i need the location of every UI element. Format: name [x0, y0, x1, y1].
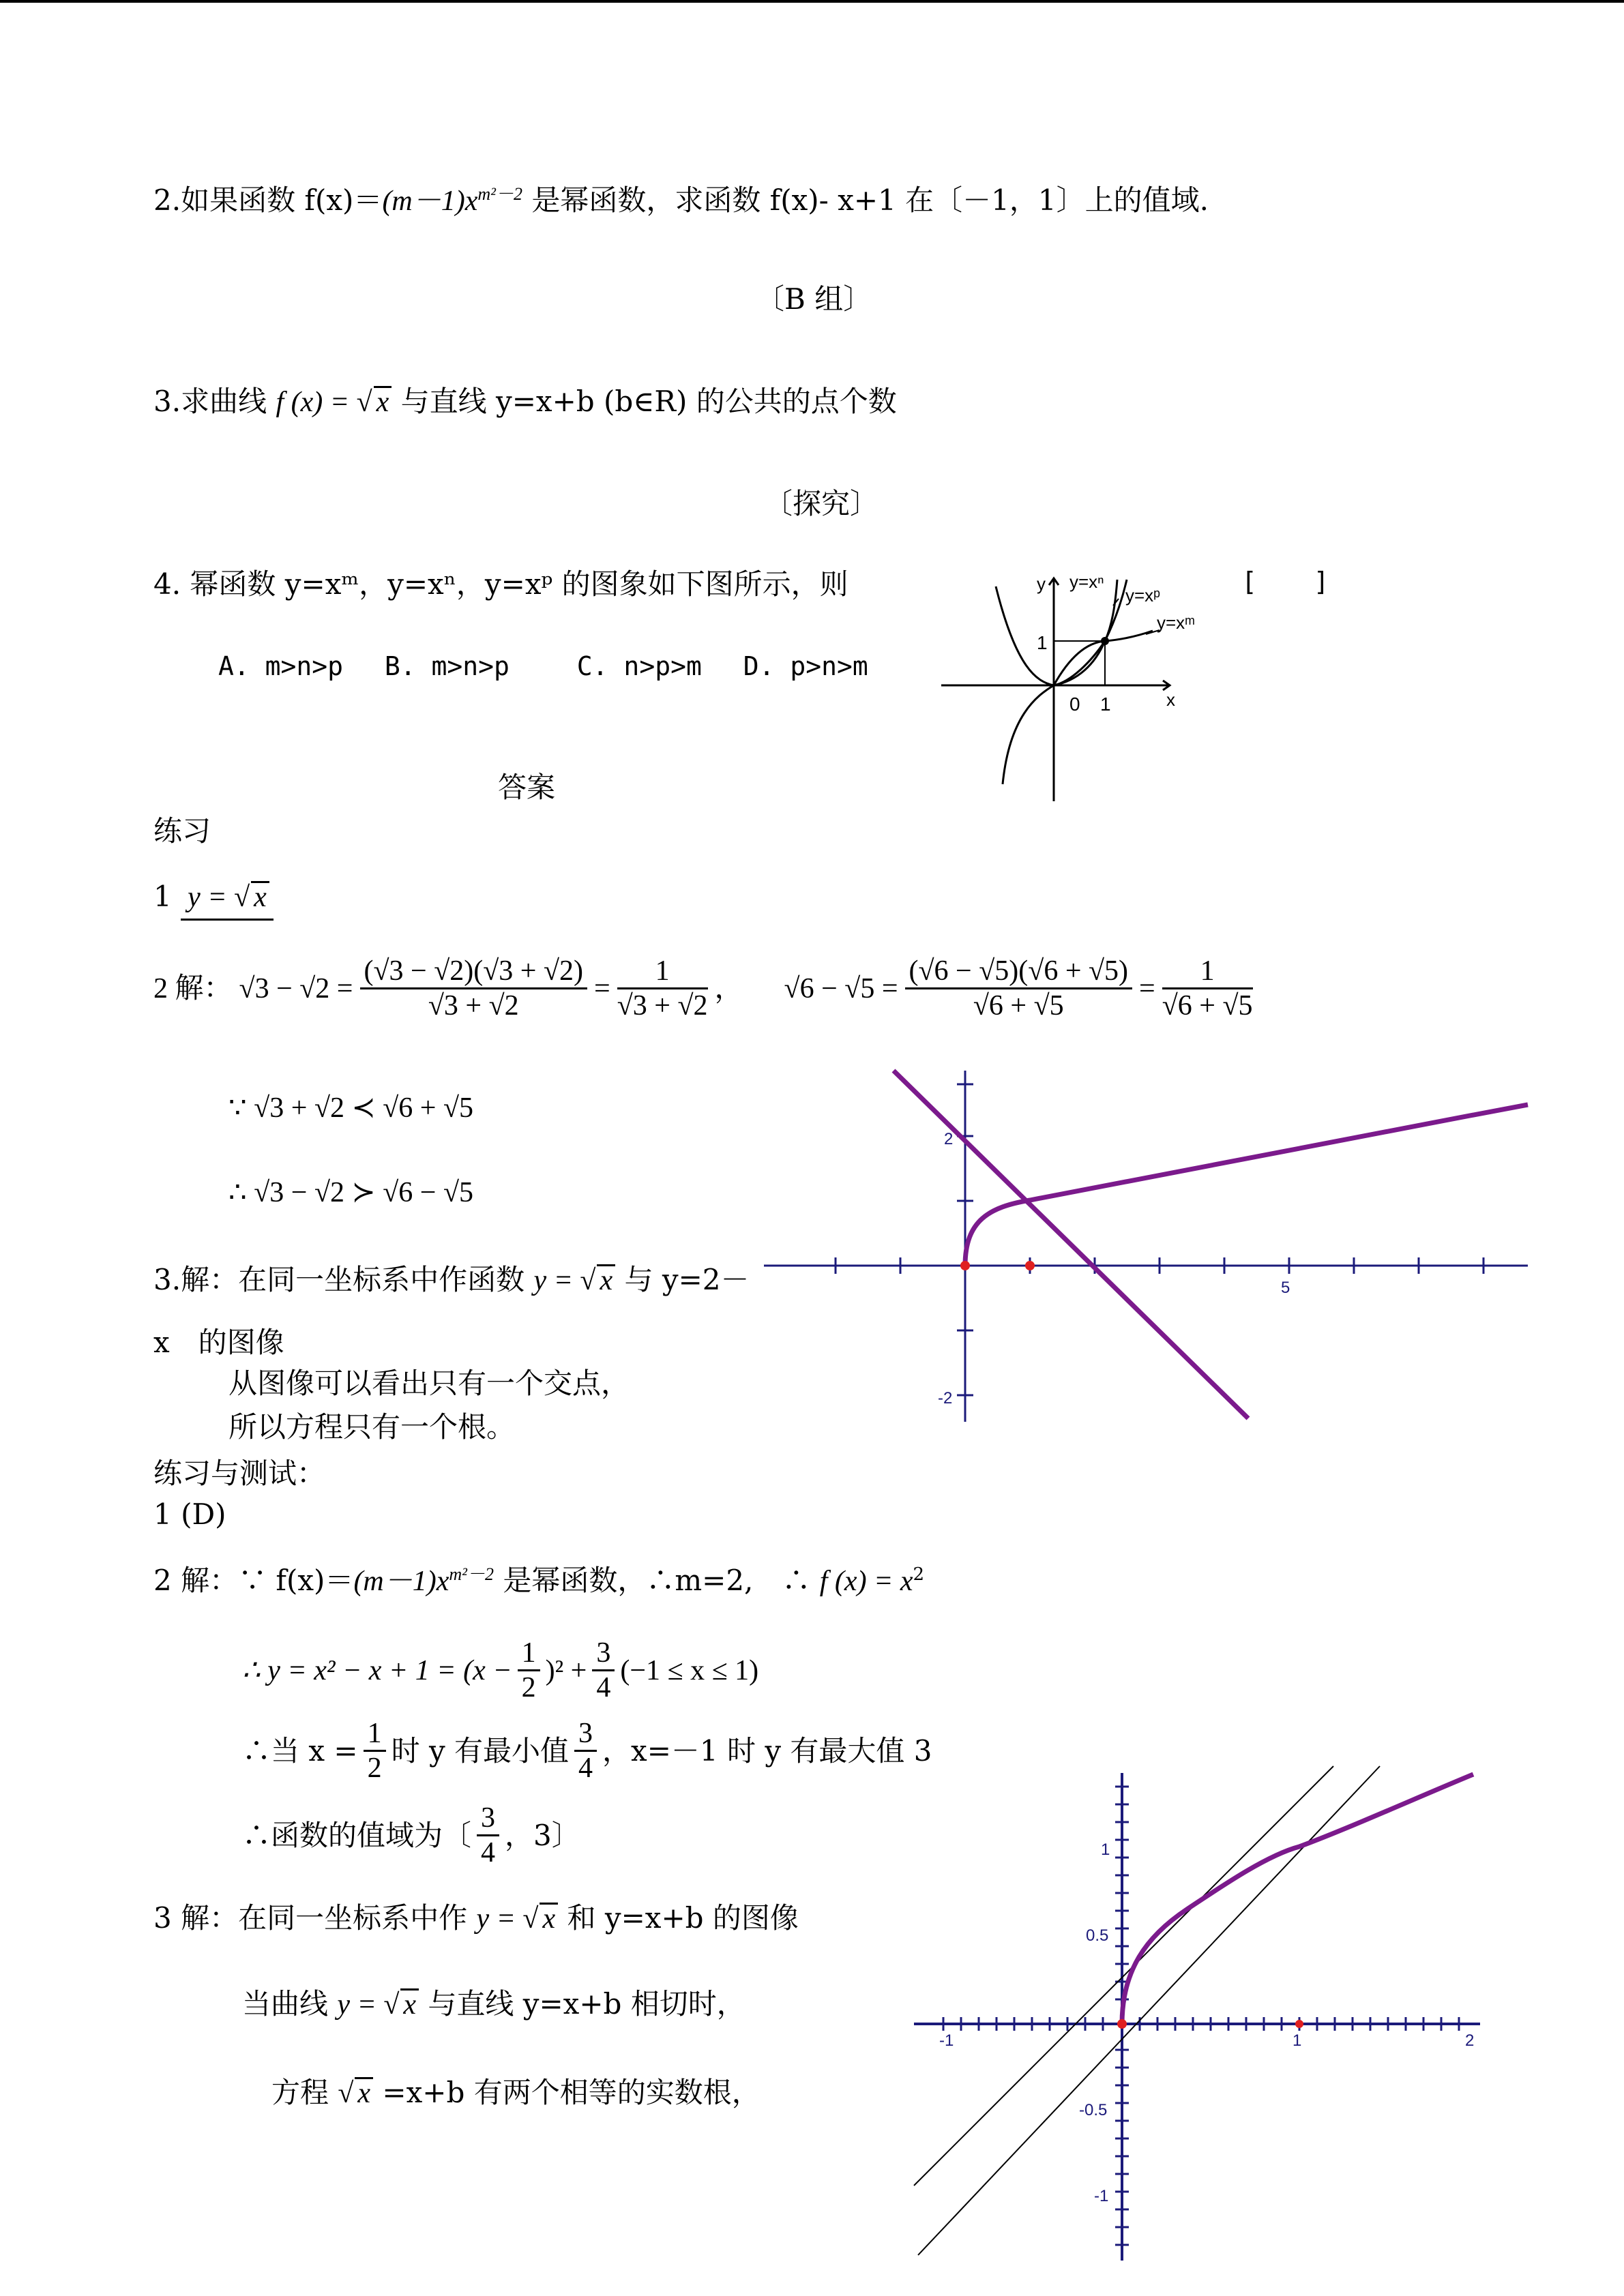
answer-2-line1: 2 解： √3 − √2 = $\frac{(√3 - √2)(√3 + √2)}{√3 + √2}$ = $\frac{1}{√3 + √2}$ ， √6 − √5 = $\frac{(√6 - √5)(√6 + √5)}{√6 + √5}$ = $\frac{1}{√6 + √5}$: [153, 955, 1253, 1022]
fig2-line-2-minus-x: [894, 1071, 1248, 1418]
fig2-x-tick-5: 5: [1281, 1279, 1290, 1297]
question-4: 4. 幂函数 y=xᵐ，y=xⁿ，y=xᵖ 的图象如下图所示，则: [153, 567, 848, 601]
fig1-x-label: x: [1166, 689, 1175, 710]
answer-2-because: ∵ √3 + √2 ≺ √6 + √5: [228, 1092, 473, 1124]
practice-heading: 练习: [153, 814, 211, 848]
fig3-y-tick-neg-0-5: -0.5: [1079, 2101, 1108, 2119]
fig3-x-tick-2: 2: [1465, 2031, 1475, 2050]
fig3-y-tick-neg-1: -1: [1094, 2187, 1109, 2205]
fig3-tangent-line: [914, 1766, 1333, 2186]
graph-sqrt-vs-line: [764, 1064, 1528, 1422]
test-answer-1: 1 (D): [153, 1497, 226, 1531]
explore-heading: 〔探究〕: [764, 487, 879, 520]
test-answer-2-line4: ∴函数的值域为〔 $\frac{3}{4}$ ，3〕: [242, 1802, 580, 1869]
question-4-options: A. m>n>p B. m>n>p C. n>p>m D. p>n>m: [218, 651, 868, 681]
page-top-rule: [0, 0, 1624, 3]
fig1-one-y: 1: [1037, 632, 1048, 653]
fig2-sqrt-curve: [965, 1105, 1528, 1266]
group-b-heading: 〔B 组〕: [756, 282, 872, 316]
fig2-point-x1: [1025, 1261, 1035, 1270]
fig1-one-x: 1: [1100, 694, 1111, 715]
fig1-curve-m: [996, 580, 1127, 685]
fig3-sqrt-curve: [1122, 1774, 1473, 2024]
answer-1: 1 y = √ x: [153, 881, 274, 912]
test-answer-2-line3: ∴当 x = $\frac{1}{2}$ 时 y 有最小值 $\frac{3}{4}$ ，x=－1 时 y 有最大值 3: [242, 1718, 932, 1785]
fig3-secant-line: [918, 1766, 1380, 2255]
test-answer-2-line1: 2 解：∵ $f(x)=(m-1)x^{m^2-2}$ 是幂函数，∴m=2, ∴ f $(x) = x^2$: [153, 1564, 925, 1597]
fig1-intersection-point: [1101, 637, 1109, 645]
answer-bracket: [ ]: [1241, 567, 1329, 597]
fig3-x-tick-neg-1: -1: [939, 2031, 954, 2050]
fig1-label-n: y=xⁿ: [1069, 571, 1104, 592]
fig1-curve-odd: [1003, 685, 1054, 784]
answer-2-therefore: ∴ √3 − √2 ≻ √6 − √5: [228, 1177, 473, 1208]
test-answer-2-line2: ∴ y = x² − x + 1 = (x − $\frac{1}{2}$ )² + $\frac{3}{4}$ (−1 ≤ x ≤ 1): [242, 1637, 759, 1704]
fig1-label-m: y=xᵐ: [1157, 612, 1196, 633]
fig3-y-tick-1: 1: [1101, 1840, 1110, 1859]
fig2-origin-point: [960, 1261, 970, 1270]
answer-3-line4: 所以方程只有一个根。: [228, 1410, 516, 1444]
fig3-point-x1: [1295, 2020, 1303, 2028]
fig3-y-tick-0-5: 0.5: [1086, 1926, 1109, 1945]
fig2-y-tick-neg2: -2: [938, 1389, 953, 1407]
test-answer-3-line1: 3 解：在同一坐标系中作 y = √ x 和 y=x+b 的图像: [153, 1901, 799, 1935]
answers-heading: 答案: [498, 771, 556, 804]
power-function-figure: [934, 566, 1235, 805]
answer-3-line3: 从图像可以看出只有一个交点，: [228, 1367, 630, 1400]
fig1-label-p: y=xᵖ: [1125, 585, 1161, 606]
test-heading: 练习与测试：: [153, 1457, 326, 1490]
question-2: 2.如果函数 $f(x)=(m-1)x^{m^2-2}$ 是幂函数，求函数 f(x)- x+1 在〔－1，1〕上的值域.: [153, 183, 1209, 217]
fig1-origin-label: 0: [1069, 694, 1080, 715]
fig1-y-label: y: [1037, 573, 1046, 594]
answer-3-line2: x 的图像: [153, 1326, 284, 1359]
fig3-origin-point: [1117, 2019, 1127, 2029]
graph-tangent-lines: [914, 1766, 1480, 2264]
test-answer-3-line3: 方程 √ x =x+b 有两个相等的实数根，: [271, 2076, 761, 2109]
answer-3-line1: 3.解：在同一坐标系中作函数 y = √ x 与 y=2－: [153, 1263, 750, 1296]
test-answer-3-line2: 当曲线 y = √ x 与直线 y=x+b 相切时，: [242, 1987, 745, 2021]
fig2-y-tick-2: 2: [944, 1130, 954, 1148]
question-3: 3.求曲线 f (x) = √ x 与直线 y=x+b (b∈R) 的公共的点个数: [153, 385, 897, 418]
fig3-x-tick-1: 1: [1293, 2031, 1302, 2050]
